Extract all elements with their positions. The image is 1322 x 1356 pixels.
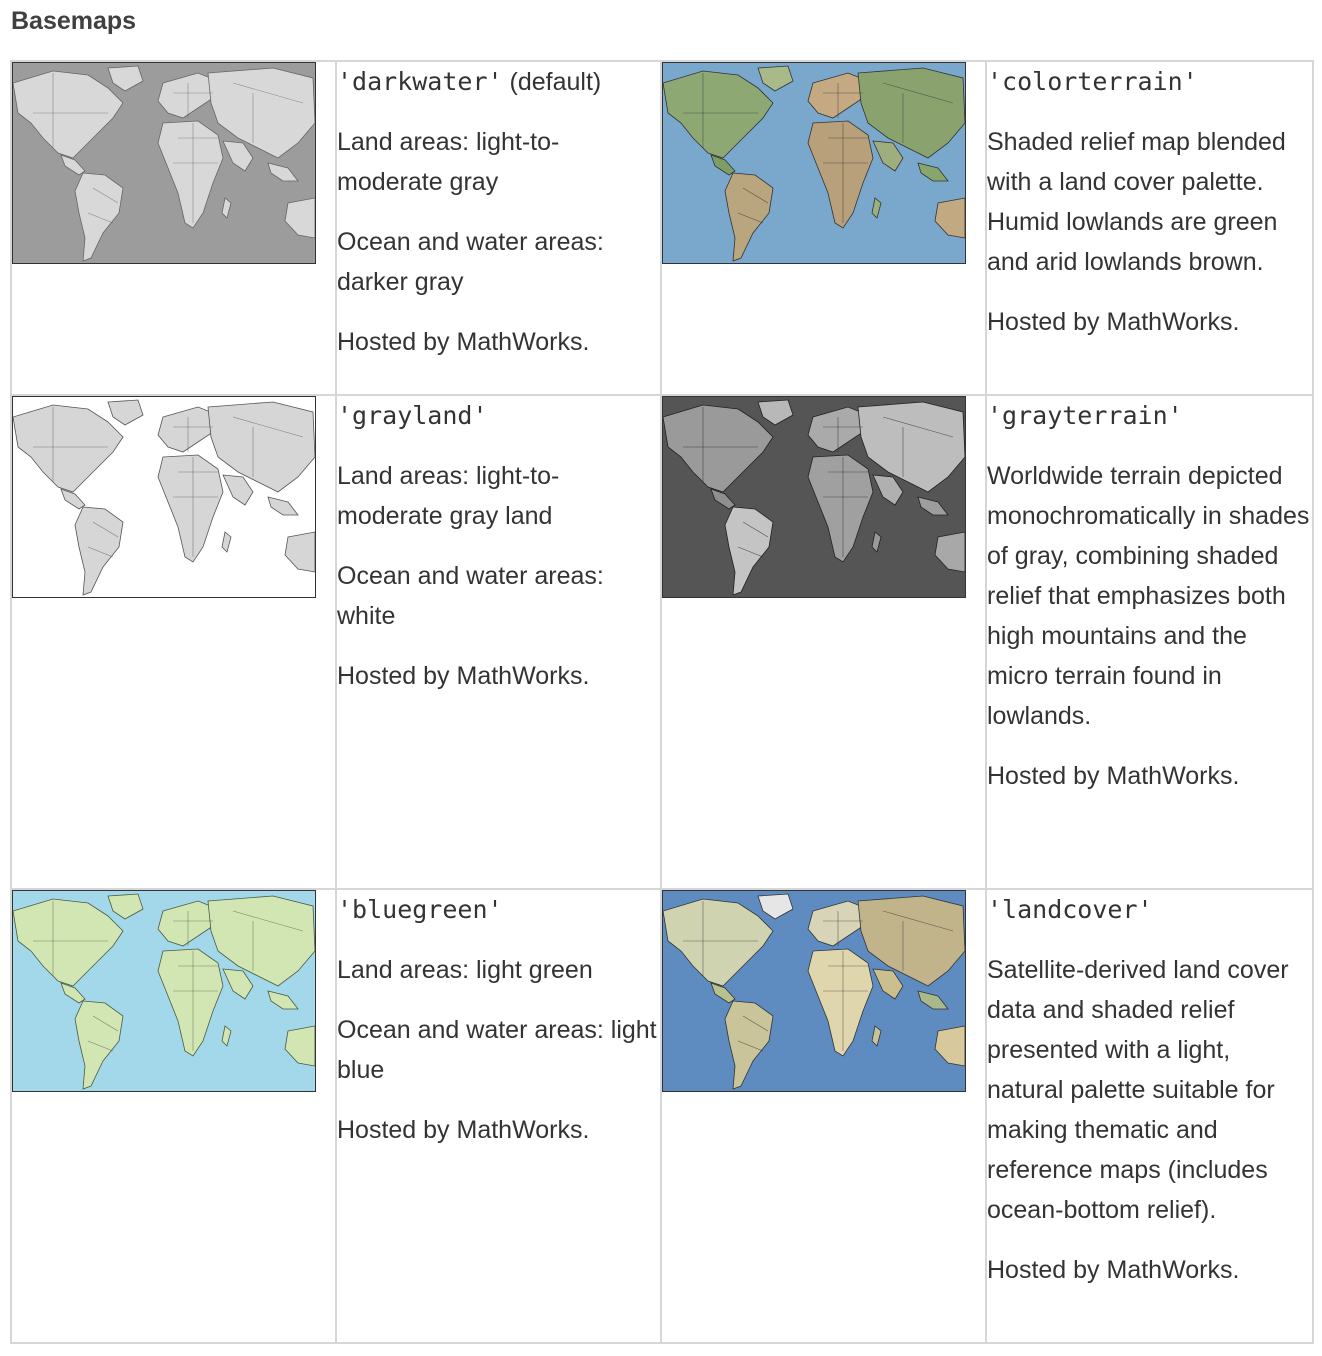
basemap-name: 'bluegreen' (337, 895, 503, 924)
ocean-description: Ocean and water areas: light blue (337, 1016, 657, 1084)
table-row (11, 395, 1313, 889)
thumbnail-cell (11, 889, 336, 1343)
ocean-description: Ocean and water areas: white (337, 562, 604, 630)
basemap-summary: Worldwide terrain depicted monochromatically in shades of gray, combining shaded relief that emphasizes both high mountains and the micro terrain found in lowlands. (987, 462, 1310, 730)
host-text: Hosted by MathWorks. (337, 662, 590, 690)
host-text: Hosted by MathWorks. (987, 762, 1240, 790)
basemap-description (336, 61, 661, 395)
land-description: Land areas: light green (337, 956, 593, 984)
basemap-description (986, 395, 1313, 889)
ocean-description: Ocean and water areas: darker gray (337, 228, 604, 296)
thumbnail-cell (661, 395, 986, 889)
basemap-name: 'landcover' (987, 895, 1153, 924)
world-map-graphic (13, 63, 315, 263)
basemap-description (336, 395, 661, 889)
host-text: Hosted by MathWorks. (337, 1116, 590, 1144)
basemap-description (986, 889, 1313, 1343)
basemap-description (336, 889, 661, 1343)
land-description: Land areas: light-to-moderate gray (337, 128, 560, 196)
basemap-description (986, 61, 1313, 395)
grayterrain-map-thumbnail (662, 396, 966, 598)
host-text: Hosted by MathWorks. (987, 308, 1240, 336)
table-row (11, 61, 1313, 395)
thumbnail-cell (11, 61, 336, 395)
section-title: Basemaps (11, 7, 137, 35)
world-map-graphic (663, 63, 965, 263)
basemap-name: 'grayland' (337, 401, 488, 430)
grayland-map-thumbnail (12, 396, 316, 598)
default-marker: (default) (502, 68, 602, 96)
world-map-graphic (663, 891, 965, 1091)
basemap-name: 'darkwater' (337, 67, 503, 96)
darkwater-map-thumbnail (12, 62, 316, 264)
colorterrain-map-thumbnail (662, 62, 966, 264)
basemaps-table (10, 60, 1314, 1344)
world-map-graphic (13, 397, 315, 597)
thumbnail-cell (661, 61, 986, 395)
land-description: Land areas: light-to-moderate gray land (337, 462, 560, 530)
bluegreen-map-thumbnail (12, 890, 316, 1092)
basemap-summary: Shaded relief map blended with a land cover palette. Humid lowlands are green and arid lowlands brown. (987, 128, 1286, 276)
table-row (11, 889, 1313, 1343)
world-map-graphic (13, 891, 315, 1091)
basemap-name: 'grayterrain' (987, 401, 1183, 430)
world-map-graphic (663, 397, 965, 597)
thumbnail-cell (661, 889, 986, 1343)
host-text: Hosted by MathWorks. (337, 328, 590, 356)
thumbnail-cell (11, 395, 336, 889)
host-text: Hosted by MathWorks. (987, 1256, 1240, 1284)
landcover-map-thumbnail (662, 890, 966, 1092)
basemap-name: 'colorterrain' (987, 67, 1198, 96)
basemap-summary: Satellite-derived land cover data and shaded relief presented with a light, natural palette suitable for making thematic and reference maps (includes ocean-bottom relief). (987, 956, 1289, 1224)
